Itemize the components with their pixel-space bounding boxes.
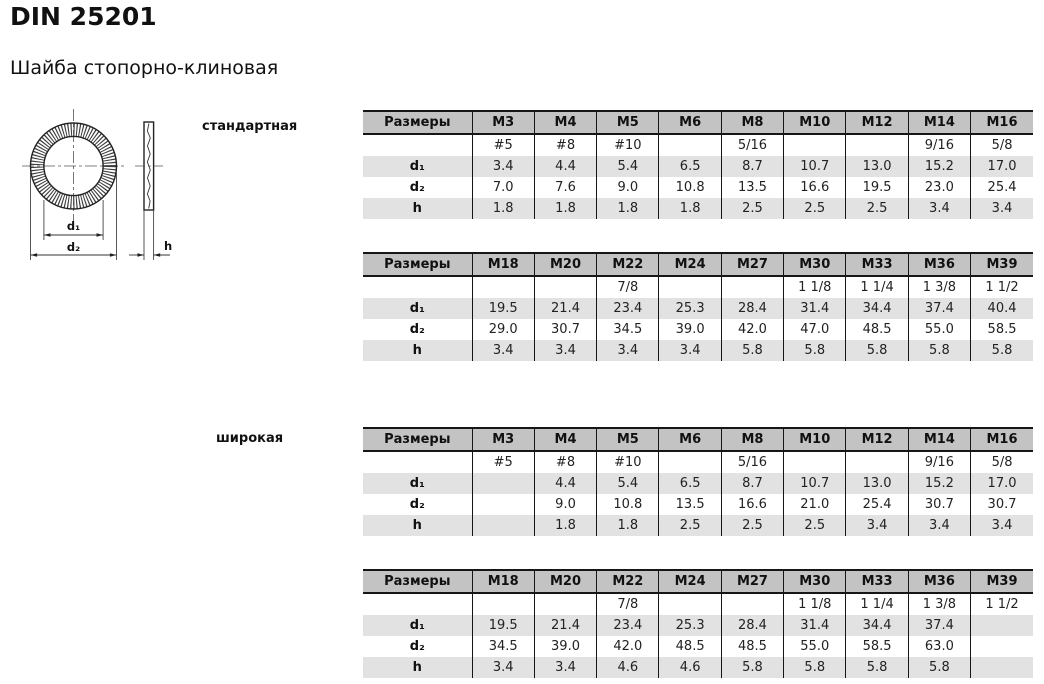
value-cell: 2.5 [846, 198, 908, 219]
col-header-size: M3 [472, 111, 534, 134]
washer-technical-drawing [0, 100, 360, 280]
row-label [363, 276, 472, 298]
value-cell: 2.5 [784, 515, 846, 536]
row-label: d₁ [363, 473, 472, 494]
value-cell: 19.5 [846, 177, 908, 198]
value-cell: #5 [472, 451, 534, 473]
table-row [363, 657, 1033, 678]
value-cell: 25.3 [659, 298, 721, 319]
value-cell: 3.4 [971, 515, 1033, 536]
value-cell: 15.2 [908, 156, 970, 177]
table-row [363, 276, 1033, 298]
page-subtitle: Шайба стопорно-клиновая [10, 57, 279, 79]
section-label-standard: стандартная [202, 119, 298, 134]
value-cell: 6.5 [659, 473, 721, 494]
col-header-size: M27 [721, 570, 783, 593]
value-cell [784, 134, 846, 156]
col-header-size: M27 [721, 253, 783, 276]
value-cell: 4.6 [659, 657, 721, 678]
row-label [363, 451, 472, 473]
row-label: d₂ [409, 180, 425, 195]
value-cell: 3.4 [534, 340, 596, 361]
value-cell: 9.0 [534, 494, 596, 515]
value-cell [659, 134, 721, 156]
col-header-size: M20 [534, 570, 596, 593]
value-cell: 5.8 [784, 657, 846, 678]
value-cell: 37.4 [908, 615, 970, 636]
value-cell: 34.4 [846, 615, 908, 636]
value-cell: 2.5 [721, 198, 783, 219]
col-header-size: M6 [659, 111, 721, 134]
value-cell: 55.0 [784, 636, 846, 657]
value-cell: 3.4 [472, 340, 534, 361]
value-cell: 2.5 [721, 515, 783, 536]
row-label [363, 134, 472, 156]
col-header-size: M6 [659, 428, 721, 451]
value-cell: 25.4 [971, 177, 1033, 198]
value-cell: 3.4 [472, 657, 534, 678]
value-cell: 8.7 [721, 473, 783, 494]
value-cell: 23.4 [597, 615, 659, 636]
value-cell: 5.8 [721, 657, 783, 678]
value-cell [721, 593, 783, 615]
page-title: DIN 25201 [10, 2, 157, 31]
value-cell: #8 [534, 451, 596, 473]
col-header-size: M22 [597, 570, 659, 593]
value-cell: 5.8 [721, 340, 783, 361]
row-label: d₁ [363, 298, 472, 319]
value-cell: 55.0 [908, 319, 970, 340]
value-cell: 1 1/2 [971, 593, 1033, 615]
col-header-size: M8 [721, 111, 783, 134]
value-cell: 23.0 [908, 177, 970, 198]
value-cell: 5.8 [846, 340, 908, 361]
value-cell [472, 473, 534, 494]
table-row [363, 298, 1033, 319]
value-cell [659, 451, 721, 473]
value-cell: 1 1/4 [846, 593, 908, 615]
value-cell: 1.8 [534, 198, 596, 219]
col-header-size: M39 [971, 253, 1033, 276]
d1-dim-label: d₁ [66, 219, 81, 233]
col-header-size: M36 [908, 253, 970, 276]
col-header-size: M33 [846, 253, 908, 276]
value-cell: 3.4 [534, 657, 596, 678]
table-row [363, 593, 1033, 615]
col-header-size: M33 [846, 570, 908, 593]
col-header-dimensions: Размеры [363, 428, 472, 451]
value-cell: 3.4 [597, 340, 659, 361]
value-cell: 10.7 [784, 156, 846, 177]
value-cell: 40.4 [971, 298, 1033, 319]
value-cell: 21.4 [534, 615, 596, 636]
value-cell: 10.8 [597, 494, 659, 515]
value-cell: 17.0 [971, 156, 1033, 177]
value-cell: 2.5 [659, 515, 721, 536]
standard-table-m18-m39 [363, 252, 1033, 361]
col-header-size: M10 [784, 111, 846, 134]
value-cell: 7/8 [597, 276, 659, 298]
row-label: h [363, 515, 472, 536]
value-cell: 58.5 [971, 319, 1033, 340]
value-cell [971, 657, 1033, 678]
value-cell: 1 3/8 [908, 276, 970, 298]
value-cell: 15.2 [908, 473, 970, 494]
row-label: d₁ [363, 615, 472, 636]
value-cell: 34.5 [472, 636, 534, 657]
value-cell: 3.4 [908, 198, 970, 219]
table-row [363, 615, 1033, 636]
value-cell: 2.5 [784, 198, 846, 219]
value-cell [534, 593, 596, 615]
wide-table-m18-m39 [363, 569, 1033, 678]
col-header-size: M4 [534, 428, 596, 451]
col-header-size: M24 [659, 570, 721, 593]
value-cell: 1 3/8 [908, 593, 970, 615]
d2-arrow-right [110, 253, 117, 256]
col-header-size: M16 [971, 111, 1033, 134]
value-cell: 19.5 [472, 615, 534, 636]
table-row [363, 340, 1033, 361]
value-cell: 1.8 [659, 198, 721, 219]
d1-arrow-right [97, 233, 104, 236]
standard-table-m3-m16 [363, 110, 1033, 219]
value-cell: 25.3 [659, 615, 721, 636]
col-header-size: M14 [908, 111, 970, 134]
h-arrow-left [137, 253, 144, 256]
row-label: d₂ [409, 497, 425, 512]
value-cell: 34.5 [597, 319, 659, 340]
table-row [363, 177, 1033, 198]
table-header-row [363, 428, 1033, 451]
value-cell: 21.4 [534, 298, 596, 319]
value-cell: 5/16 [721, 134, 783, 156]
value-cell: 5.8 [908, 340, 970, 361]
value-cell: 4.4 [534, 473, 596, 494]
value-cell: 47.0 [784, 319, 846, 340]
col-header-size: M24 [659, 253, 721, 276]
value-cell: 13.5 [659, 494, 721, 515]
col-header-size: M5 [597, 428, 659, 451]
value-cell: 1 1/2 [971, 276, 1033, 298]
value-cell: 3.4 [846, 515, 908, 536]
section-label-wide: широкая [216, 431, 284, 446]
value-cell: 9/16 [908, 134, 970, 156]
value-cell: 10.8 [659, 177, 721, 198]
col-header-size: M20 [534, 253, 596, 276]
table-row [363, 156, 1033, 177]
value-cell: 28.4 [721, 615, 783, 636]
row-label: d₂ [409, 322, 425, 337]
value-cell [472, 515, 534, 536]
table-header-row [363, 570, 1033, 593]
value-cell [472, 494, 534, 515]
value-cell: #8 [534, 134, 596, 156]
value-cell: 29.0 [472, 319, 534, 340]
value-cell: 1.8 [597, 515, 659, 536]
value-cell: 19.5 [472, 298, 534, 319]
col-header-size: M8 [721, 428, 783, 451]
value-cell: 13.0 [846, 156, 908, 177]
table-row [363, 494, 1033, 515]
value-cell: 7.0 [472, 177, 534, 198]
value-cell: #5 [472, 134, 534, 156]
row-label: d₂ [409, 639, 425, 654]
value-cell [846, 451, 908, 473]
value-cell: 9/16 [908, 451, 970, 473]
col-header-size: M14 [908, 428, 970, 451]
value-cell: 9.0 [597, 177, 659, 198]
h-dim-label: h [164, 239, 173, 253]
d2-arrow-left [31, 253, 38, 256]
value-cell: 4.6 [597, 657, 659, 678]
value-cell: 58.5 [846, 636, 908, 657]
value-cell [971, 636, 1033, 657]
value-cell [784, 451, 846, 473]
value-cell: 5.4 [597, 473, 659, 494]
value-cell: 39.0 [659, 319, 721, 340]
value-cell: 31.4 [784, 615, 846, 636]
value-cell: 7.6 [534, 177, 596, 198]
value-cell: 30.7 [971, 494, 1033, 515]
col-header-size: M18 [472, 253, 534, 276]
wide-table-m3-m16 [363, 427, 1033, 536]
value-cell [846, 134, 908, 156]
value-cell: 48.5 [846, 319, 908, 340]
value-cell: 4.4 [534, 156, 596, 177]
value-cell [472, 593, 534, 615]
value-cell: 16.6 [784, 177, 846, 198]
value-cell: 23.4 [597, 298, 659, 319]
d1-arrow-left [44, 233, 51, 236]
value-cell: 1.8 [534, 515, 596, 536]
value-cell: 48.5 [721, 636, 783, 657]
row-label: h [363, 657, 472, 678]
row-label: d₁ [363, 156, 472, 177]
table-row [363, 515, 1033, 536]
row-label: h [363, 340, 472, 361]
row-label [363, 593, 472, 615]
col-header-size: M5 [597, 111, 659, 134]
value-cell: 5/8 [971, 451, 1033, 473]
value-cell: 21.0 [784, 494, 846, 515]
value-cell: 3.4 [659, 340, 721, 361]
col-header-size: M30 [784, 570, 846, 593]
value-cell: 5.8 [846, 657, 908, 678]
row-label: h [363, 198, 472, 219]
value-cell: 3.4 [908, 515, 970, 536]
value-cell: 39.0 [534, 636, 596, 657]
value-cell [534, 276, 596, 298]
value-cell: 10.7 [784, 473, 846, 494]
table-header-row [363, 111, 1033, 134]
value-cell: 5.8 [908, 657, 970, 678]
col-header-size: M36 [908, 570, 970, 593]
col-header-size: M16 [971, 428, 1033, 451]
value-cell: 42.0 [597, 636, 659, 657]
value-cell: 13.0 [846, 473, 908, 494]
value-cell: 13.5 [721, 177, 783, 198]
value-cell: 42.0 [721, 319, 783, 340]
value-cell: 6.5 [659, 156, 721, 177]
h-arrow-right [154, 253, 161, 256]
d2-dim-label: d₂ [66, 240, 81, 254]
table-row [363, 319, 1033, 340]
value-cell: 17.0 [971, 473, 1033, 494]
table-row [363, 451, 1033, 473]
value-cell: 25.4 [846, 494, 908, 515]
col-header-size: M4 [534, 111, 596, 134]
col-header-size: M30 [784, 253, 846, 276]
value-cell [659, 593, 721, 615]
table-row [363, 636, 1033, 657]
value-cell: 34.4 [846, 298, 908, 319]
value-cell [971, 615, 1033, 636]
value-cell: 30.7 [534, 319, 596, 340]
value-cell: 16.6 [721, 494, 783, 515]
value-cell: 48.5 [659, 636, 721, 657]
value-cell: 37.4 [908, 298, 970, 319]
table-row [363, 134, 1033, 156]
value-cell: 63.0 [908, 636, 970, 657]
col-header-dimensions: Размеры [363, 570, 472, 593]
value-cell: 3.4 [971, 198, 1033, 219]
value-cell: #10 [597, 134, 659, 156]
value-cell [659, 276, 721, 298]
value-cell: 5/8 [971, 134, 1033, 156]
col-header-dimensions: Размеры [363, 111, 472, 134]
col-header-size: M3 [472, 428, 534, 451]
col-header-size: M12 [846, 111, 908, 134]
value-cell: #10 [597, 451, 659, 473]
value-cell [721, 276, 783, 298]
value-cell: 1 1/4 [846, 276, 908, 298]
value-cell: 31.4 [784, 298, 846, 319]
value-cell [472, 276, 534, 298]
col-header-size: M39 [971, 570, 1033, 593]
value-cell: 3.4 [472, 156, 534, 177]
col-header-size: M12 [846, 428, 908, 451]
value-cell: 1 1/8 [784, 276, 846, 298]
value-cell: 5/16 [721, 451, 783, 473]
col-header-size: M10 [784, 428, 846, 451]
table-row [363, 198, 1033, 219]
col-header-size: M18 [472, 570, 534, 593]
value-cell: 5.8 [971, 340, 1033, 361]
value-cell: 30.7 [908, 494, 970, 515]
value-cell: 5.8 [784, 340, 846, 361]
value-cell: 8.7 [721, 156, 783, 177]
value-cell: 1.8 [472, 198, 534, 219]
col-header-size: M22 [597, 253, 659, 276]
value-cell: 5.4 [597, 156, 659, 177]
value-cell: 1.8 [597, 198, 659, 219]
table-row [363, 473, 1033, 494]
table-header-row [363, 253, 1033, 276]
value-cell: 7/8 [597, 593, 659, 615]
value-cell: 28.4 [721, 298, 783, 319]
value-cell: 1 1/8 [784, 593, 846, 615]
col-header-dimensions: Размеры [363, 253, 472, 276]
